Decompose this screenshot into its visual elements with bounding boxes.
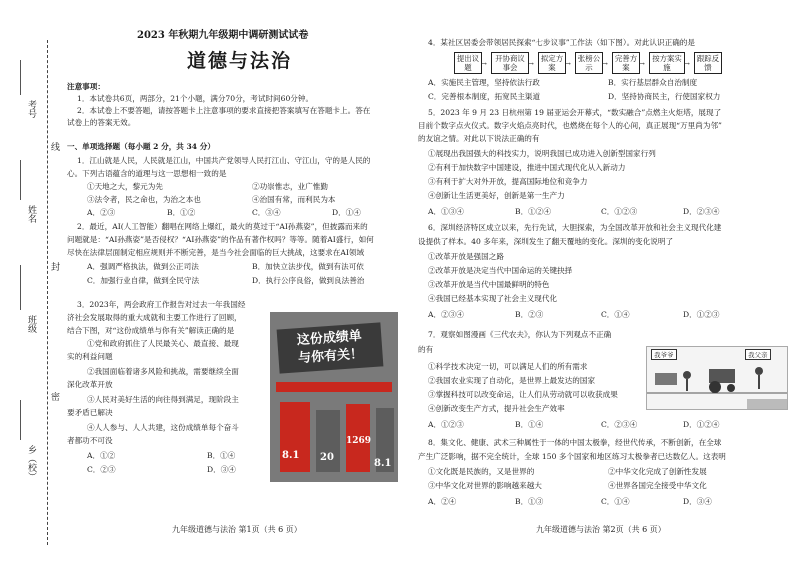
poster-headline-2: 与你有关！ <box>297 346 364 367</box>
poster-red-banner <box>276 382 392 392</box>
seal-mark-line: 线 <box>49 142 59 151</box>
q8-option-4: ④世界各国完全接受中华文化 <box>608 481 707 490</box>
q8-stem-cont: 产生广泛影响，据不完全统计，全球 150 多个国家和地区练习太极拳者已达数亿人。这表明 <box>418 452 726 461</box>
township-line <box>20 400 21 440</box>
farmer-head <box>683 371 691 379</box>
q7-choice-c: C．②③④ <box>601 420 638 429</box>
q5-choice-a: A．①③④ <box>428 207 464 216</box>
flow-arrow-icon: → <box>684 60 690 68</box>
q8-choice-b: B．①③ <box>515 497 544 506</box>
q5-option-1: ①展现出我国强大的科技实力，说明我国已成功进入创新型国家行列 <box>428 149 656 158</box>
q1-choice-d: D．①④ <box>332 208 361 217</box>
q1-option-3: ③法令者，民之命也，为治之本也 <box>87 195 201 204</box>
q7-stem: 7．观察如图漫画《三代农夫》，你认为下列观点不正确 <box>428 330 612 339</box>
q7-option-4: ④创新改变生产方式，提升社会生产效率 <box>428 404 565 413</box>
q1-choice-c: C．③④ <box>252 208 281 217</box>
q3-option-3-cont: 要矛盾已解决 <box>67 408 113 417</box>
q7-option-1: ①科学技术决定一切，可以满足人们的所有需求 <box>428 362 588 371</box>
seal-mark-mi: 密 <box>49 392 59 401</box>
q2-choice-b: B．加快立法步伐，做到有法可依 <box>252 262 364 271</box>
seal-mark-feng: 封 <box>49 262 59 271</box>
q3-stem: 3．2023年，两会政府工作报告对过去一年我国经 <box>77 300 246 309</box>
class-line <box>20 265 21 310</box>
q4-choice-c: C．完善根本制度，拓宽民主渠道 <box>428 92 541 101</box>
poster-number-4: 8.1 <box>374 458 392 469</box>
ox-shape <box>655 373 677 385</box>
poster-number-2: 20 <box>320 452 334 463</box>
notice-2-cont: 试卷上的答案无效。 <box>67 118 136 127</box>
q3-choice-d: D．③④ <box>207 465 236 474</box>
q8-choice-d: D．③④ <box>683 497 712 506</box>
exam-number-line <box>20 60 21 95</box>
exam-number-label: 考号 <box>26 100 36 118</box>
class-label: 班级 <box>26 315 36 333</box>
cartoon-caption-left: 我爷爷 <box>651 349 677 360</box>
q6-stem-cont: 设提供了样本。40 多年来，深圳发生了翻天覆地的变化。深圳的变化说明了 <box>418 237 674 246</box>
binding-margin <box>0 0 62 562</box>
q2-choice-d: D．执行公序良俗，做到良法善治 <box>252 276 365 285</box>
q8-choice-c: C．①④ <box>601 497 630 506</box>
q7-option-3: ③掌握科技可以改变命运，让人们从劳动就可以收获成果 <box>428 390 618 399</box>
q3-poster-image <box>270 312 398 482</box>
q7-cartoon-image <box>646 346 788 410</box>
q5-choice-b: B．①②④ <box>515 207 551 216</box>
q6-stem: 6．深圳经济特区成立以来，先行先试，大胆探索，为全国改革开放和社会主义现代化建 <box>428 223 722 232</box>
flow-step-2: 开协商议事会 <box>491 52 529 74</box>
q7-choice-b: B．①④ <box>515 420 544 429</box>
q3-option-1-cont: 实的利益问题 <box>67 352 113 361</box>
q3-choice-a: A．①② <box>87 451 116 460</box>
notice-2: 2．本试卷上不要答题，请按答题卡上注意事项的要求直接把答案填写在答题卡上。答在 <box>77 106 371 115</box>
name-label: 姓名 <box>26 205 36 223</box>
page-2-footer: 九年级道德与法治 第2页（共 6 页） <box>536 525 666 534</box>
q3-stem-cont2: 结合下图，对“这份成绩单与你有关”解读正确的是 <box>67 326 235 335</box>
q6-option-3: ③改革开放是当代中国最鲜明的特色 <box>428 280 550 289</box>
q3-option-3: ③人民对美好生活的向往得到满足，现阶段主 <box>87 395 239 404</box>
poster-number-1: 8.1 <box>282 450 300 461</box>
flow-step-1: 提出议题 <box>454 52 482 74</box>
q6-choice-a: A．②③④ <box>428 310 464 319</box>
q6-choice-d: D．①②③ <box>683 310 720 319</box>
q3-option-4: ④人人参与、人人共建，这份成绩单每个奋斗 <box>87 423 239 432</box>
flow-step-4: 张榜公示 <box>575 52 603 74</box>
q8-option-3: ③中华文化对世界的影响越来越大 <box>428 481 542 490</box>
q3-option-1: ①党和政府抓住了人民最关心、最直接、最现 <box>87 339 239 348</box>
q1-option-4: ④治国有常，而利民为本 <box>252 195 336 204</box>
q6-option-1: ①改革开放是强国之路 <box>428 252 504 261</box>
q7-choice-a: A．①②③ <box>428 420 464 429</box>
q1-stem: 1．江山就是人民，人民就是江山，中国共产党领导人民打江山、守江山，守的是人民的 <box>77 156 371 165</box>
cartoon-caption-right: 我父亲 <box>745 349 771 360</box>
section-heading: 一、单项选择题（每小题 2 分，共 34 分） <box>67 142 215 151</box>
q8-option-1: ①文化既是民族的，又是世界的 <box>428 467 535 476</box>
q1-stem-cont: 心。下列古语蕴含的道理与这一思想相一致的是 <box>67 169 227 178</box>
q6-option-4: ④我国已经基本实现了社会主义现代化 <box>428 294 558 303</box>
q6-option-2: ②改革开放是决定当代中国命运的关键抉择 <box>428 266 573 275</box>
flow-arrow-icon: → <box>639 60 645 68</box>
flow-arrow-icon: → <box>565 60 571 68</box>
township-school-label: 乡（校） <box>26 445 36 481</box>
q2-stem-cont1: 问题就是：“AI孙燕姿”是否侵权？“AI孙燕姿”的作品有著作权吗？等等。随着AI盛行，如何 <box>67 235 374 244</box>
q5-choice-d: D．②③④ <box>683 207 720 216</box>
notice-1: 1．本试卷共6页，两部分，21个小题，满分70分，考试时间60分钟。 <box>77 94 314 103</box>
q4-choice-a: A．实施民主管理，坚持依法行政 <box>428 78 540 87</box>
q3-option-4-cont: 者都功不可没 <box>67 436 113 445</box>
q2-stem-cont2: 尽快在法律层面制定相应规则并不断完善，是当今社会面临的巨大挑战，这要求在AI领域 <box>67 248 365 257</box>
q7-stem-cont: 的有 <box>418 345 434 354</box>
flow-step-3: 拟定方案 <box>538 52 566 74</box>
flow-step-5: 完善方案 <box>612 52 640 74</box>
q5-option-2: ②有利于加快数字中国建设，推进中国式现代化从入新动力 <box>428 163 626 172</box>
poster-headline-box <box>277 322 384 373</box>
q5-option-3: ③有利于扩大对外开放，提高国际地位和竞争力 <box>428 177 588 186</box>
q5-option-4: ④创新让生活更美好，创新是第一生产力 <box>428 191 565 200</box>
subject-title: 道德与法治 <box>187 50 293 72</box>
q2-choice-c: C．加强行业自律，做到全民守法 <box>87 276 200 285</box>
notice-heading: 注意事项： <box>67 82 105 91</box>
flow-step-6: 按方案实施 <box>649 52 685 74</box>
q3-option-2-cont: 深化改革开放 <box>67 380 113 389</box>
q1-choice-b: B．①② <box>167 208 196 217</box>
q1-option-1: ①天地之大，黎元为先 <box>87 182 163 191</box>
q5-choice-c: C．①②③ <box>601 207 638 216</box>
q7-option-2: ②我国农业实现了自动化，是世界上最发达的国家 <box>428 376 596 385</box>
q4-stem: 4．某社区居委会带领居民探索“七步议事”工作法（如下图）。对此认识正确的是 <box>428 38 695 47</box>
poster-bar-1 <box>280 402 310 472</box>
q3-option-2: ②我国面临着诸多风险和挑战，需要继续全面 <box>87 367 239 376</box>
exam-title: 2023 年秋期九年级期中调研测试试卷 <box>137 30 309 41</box>
q5-stem: 5．2023 年 9 月 23 日杭州第 19 届亚运会开幕式，“数实融合”点燃主火炬塔，展现了 <box>428 108 722 117</box>
q3-stem-cont1: 济社会发展取得的重大成就和主要工作进行了回顾， <box>67 313 242 322</box>
q8-stem: 8．集文化、健康、武术三种属性于一体的中国太极拳，经世代传承，不断创新，在全球 <box>428 438 722 447</box>
page-1-footer: 九年级道德与法治 第1页（共 6 页） <box>172 525 302 534</box>
q6-choice-c: C．①④ <box>601 310 630 319</box>
q6-choice-b: B．②③ <box>515 310 544 319</box>
q4-choice-d: D．坚持协商民主，行使国家权力 <box>608 92 721 101</box>
q7-choice-d: D．①②④ <box>683 420 720 429</box>
flow-arrow-icon: → <box>602 60 608 68</box>
q3-choice-c: C．②③ <box>87 465 116 474</box>
binding-dashed-line <box>47 40 48 545</box>
cartoon-drawing <box>647 347 787 409</box>
poster-headline-1: 这份成绩单 <box>296 328 363 349</box>
q5-stem-cont2: 的友谊之情。对此以下说法正确的有 <box>418 134 540 143</box>
q2-stem: 2．最近，AI(人工智能）翻唱在网络上爆红，最火的莫过于“AI孙燕姿”，但披露而来的 <box>77 222 368 231</box>
flow-step-7: 跟踪反馈 <box>694 52 722 74</box>
q1-option-2: ②功崇惟志，业广惟勤 <box>252 182 328 191</box>
q5-stem-cont1: 目前个数字点火仪式。数字火焰点亮时代，也燃烧在每个人的心间，真正展现“万里尚为邻” <box>418 121 722 130</box>
q1-choice-a: A．②③ <box>87 208 116 217</box>
q2-choice-a: A．强调严格执法，做到公正司法 <box>87 262 199 271</box>
name-line <box>20 160 21 200</box>
tractor-body <box>709 369 735 383</box>
flow-arrow-icon: → <box>528 60 534 68</box>
q8-option-2: ②中华文化完成了创新性发展 <box>608 467 707 476</box>
q4-choice-b: B．实行基层群众自治制度 <box>608 78 698 87</box>
q3-choice-b: B．①④ <box>207 451 236 460</box>
q8-choice-a: A．②④ <box>428 497 457 506</box>
poster-number-3: 1269 <box>346 436 372 446</box>
flow-arrow-icon: → <box>481 60 487 68</box>
